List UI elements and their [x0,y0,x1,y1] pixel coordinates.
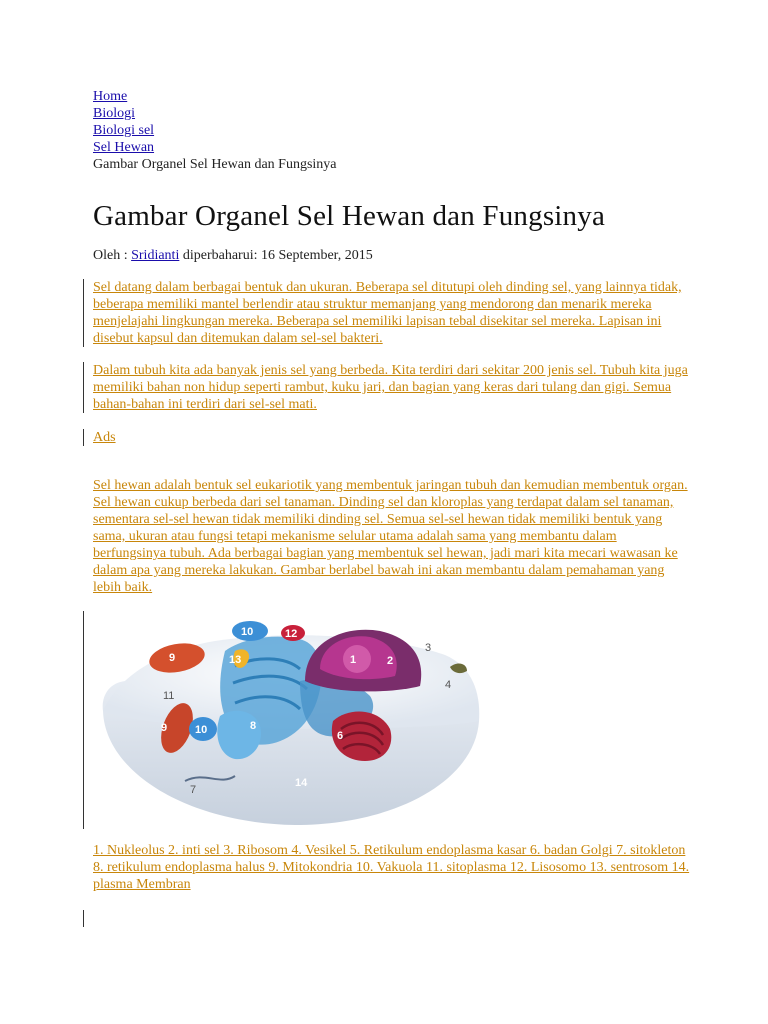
breadcrumb-current: Gambar Organel Sel Hewan dan Fungsinya [93,157,337,172]
cell-label: 4 [445,679,452,691]
byline-prefix: Oleh : [93,248,132,263]
cell-label: 13 [229,654,242,666]
cell-label: 1 [350,654,357,666]
quote-bar [83,429,84,446]
animal-cell-diagram [95,611,485,829]
quote-bar [83,279,84,347]
ads-text: Ads [93,430,116,445]
cell-label: 7 [190,784,197,796]
paragraph-3-text: Sel hewan adalah bentuk sel eukariotik yang membentuk jaringan tubuh dan kemudian membentuk organ. Sel hewan cukup berbeda dari sel tanaman. Dinding sel dan kloroplas yang terdapat dalam sel tanaman, sementara sel-sel hewan tidak memiliki dinding sel. Semua sel-sel hewan tidak memiliki bentuk yang sama, ukuran atau fungsi tetapi mekanisme selular utama adalah sama yang membantu dalam berfungsinya tubuh. Ada berbagai bagian yang membentuk sel hewan, jadi mari kita mecari wawasan ke dalam apa yang mereka lakukan. Gambar berlabel bawah ini akan membantu dalam pemahaman yang lebih baik. [93,478,688,595]
page-title: Gambar Organel Sel Hewan dan Fungsinya [93,200,606,232]
cell-label: 14 [295,777,308,789]
trailing-paragraph[interactable] [93,910,693,927]
author-link[interactable]: Sridianti [131,248,180,263]
byline-date: diperbaharui: 16 September, 2015 [179,248,373,263]
breadcrumb-biologi-link[interactable]: Biologi [93,106,136,121]
animal-cell-figure [93,611,693,829]
byline [93,246,693,266]
paragraph-1-text: Sel datang dalam berbagai bentuk dan ukuran. Beberapa sel ditutupi oleh dinding sel, yang lainnya tidak, beberapa memiliki mantel berlendir atau struktur memanjang yang mendorong dan menarik mereka menjelajahi lingkungan mereka. Beberapa sel memiliki lapisan tebal disekitar sel mereka. Lapisan ini disebut kapsul dan ditemukan dalam sel-sel bakteri. [93,280,682,346]
paragraph-2[interactable] [93,362,693,413]
cell-label: 11 [163,690,175,702]
quote-bar [83,362,84,413]
breadcrumb-home-link[interactable]: Home [93,89,128,104]
paragraph-3[interactable] [93,477,693,596]
breadcrumb [93,88,693,173]
cell-label: 10 [195,724,208,736]
article-container [93,88,693,927]
cell-label: 9 [169,652,176,664]
cell-label: 2 [387,655,394,667]
breadcrumb-biologi-sel-link[interactable]: Biologi sel [93,123,155,138]
cell-label: 12 [285,628,298,640]
cell-label: 8 [250,720,257,732]
cell-label: 6 [337,730,344,742]
figure-caption[interactable] [93,842,693,893]
paragraph-1[interactable] [93,279,693,347]
quote-bar [83,910,84,927]
quote-bar [83,611,84,829]
breadcrumb-sel-hewan-link[interactable]: Sel Hewan [93,140,155,155]
figure-caption-text: 1. Nukleolus 2. inti sel 3. Ribosom 4. Vesikel 5. Retikulum endoplasma kasar 6. badan Golgi 7. sitokleton 8. retikulum endoplasma halus 9. Mitokondria 10. Vakuola 11. sitoplasma 12. Lisosomo 13. sentrosom 14. plasma Membran [93,843,690,892]
ads-link[interactable] [93,429,693,446]
cell-label: 3 [425,642,432,654]
paragraph-2-text: Dalam tubuh kita ada banyak jenis sel yang berbeda. Kita terdiri dari sekitar 200 jenis sel. Tubuh kita juga memiliki bahan non hidup seperti rambut, kuku jari, dan bagian yang keras dari tulang dan gigi. Semua bahan-bahan ini terdiri dari sel-sel mati. [93,363,688,412]
cell-label: 10 [241,626,254,638]
cell-label: 9 [161,722,168,734]
